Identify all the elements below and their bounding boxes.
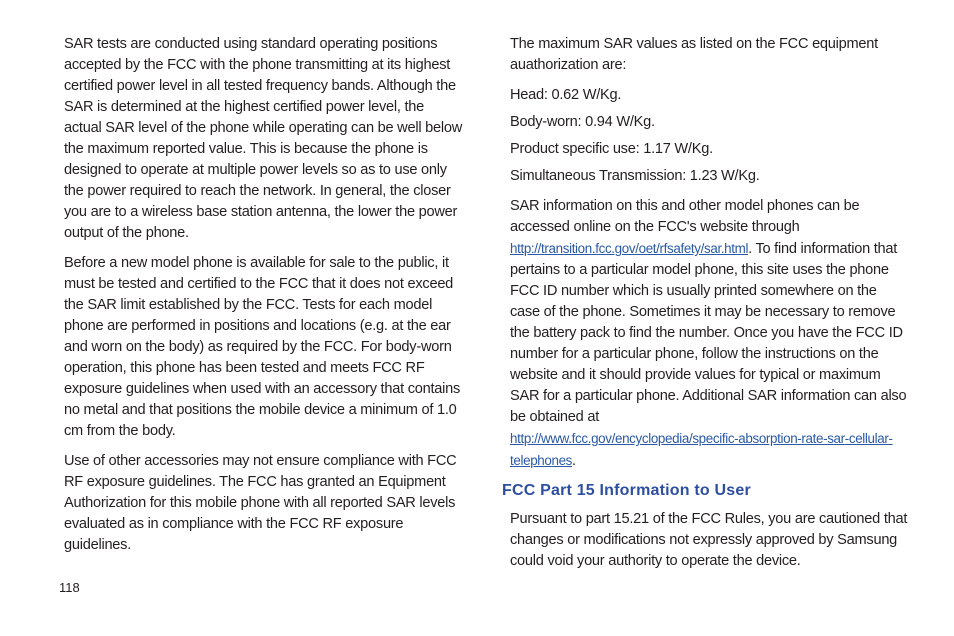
sar-values-intro: The maximum SAR values as listed on the FCC equipment auathorization are: xyxy=(510,36,878,73)
fcc-encyclopedia-link[interactable]: http://www.fcc.gov/encyclopedia/specific-absorption-rate-sar-cellular-telephones xyxy=(510,431,893,468)
left-column xyxy=(64,34,464,565)
sar-value-simultaneous: Simultaneous Transmission: 1.23 W/Kg. xyxy=(510,168,760,184)
right-column xyxy=(502,34,910,581)
sar-testing-paragraph: SAR tests are conducted using standard operating positions accepted by the FCC with the phone transmitting at its highest certified power level in all tested frequency bands. Although the SAR is determined at the highest certified power level, the actual SAR level of the phone while operating can be well below the maximum reported value. This is because the phone is designed to operate at multiple power levels so as to use only the power required to reach the network. In general, the closer you are to a wireless base station antenna, the lower the power output of the phone. xyxy=(64,36,462,241)
certification-paragraph: Before a new model phone is available for sale to the public, it must be tested and certified to the FCC that it does not exceed the SAR limit established by the FCC. Tests for each model phone are performed in positions and locations (e.g. at the ear and worn on the body) as required by the FCC. For body-worn operation, this phone has been tested and meets FCC RF exposure guidelines when used with an accessory that contains no metal and that positions the mobile device a minimum of 1.0 cm from the body. xyxy=(64,255,461,439)
sar-info-text-before-link: SAR information on this and other model phones can be accessed online on the FCC's website through xyxy=(510,198,860,235)
part15-paragraph: Pursuant to part 15.21 of the FCC Rules, you are cautioned that changes or modifications not expressly approved by Samsung could void your authority to operate the device. xyxy=(510,511,908,569)
sar-value-product-specific: Product specific use: 1.17 W/Kg. xyxy=(510,141,713,157)
page-number: 118 xyxy=(59,580,80,595)
link-suffix: . xyxy=(572,453,576,469)
sar-value-body-worn: Body-worn: 0.94 W/Kg. xyxy=(510,114,655,130)
sar-info-paragraph xyxy=(510,196,910,472)
section-heading: FCC Part 15 Information to User xyxy=(502,482,751,499)
sar-info-text-after-link: . To find information that pertains to a particular model phone, this site uses the phone FCC ID number which is usually printed somewhere on the case of the phone. Sometimes it may be necessary to remove the battery pack to find the number. Once you have the FCC ID number for a particular phone, follow the instructions on the website and it should provide values for typical or maximum SAR for a particular phone. Additional SAR information can also be obtained at xyxy=(510,241,907,425)
sar-value-head: Head: 0.62 W/Kg. xyxy=(510,87,622,103)
fcc-sar-link[interactable]: http://transition.fcc.gov/oet/rfsafety/sar.html xyxy=(510,241,749,256)
accessories-paragraph: Use of other accessories may not ensure compliance with FCC RF exposure guidelines. The FCC has granted an Equipment Authorization for this mobile phone with all reported SAR levels evaluated as in compliance with the FCC RF exposure guidelines. xyxy=(64,453,457,553)
